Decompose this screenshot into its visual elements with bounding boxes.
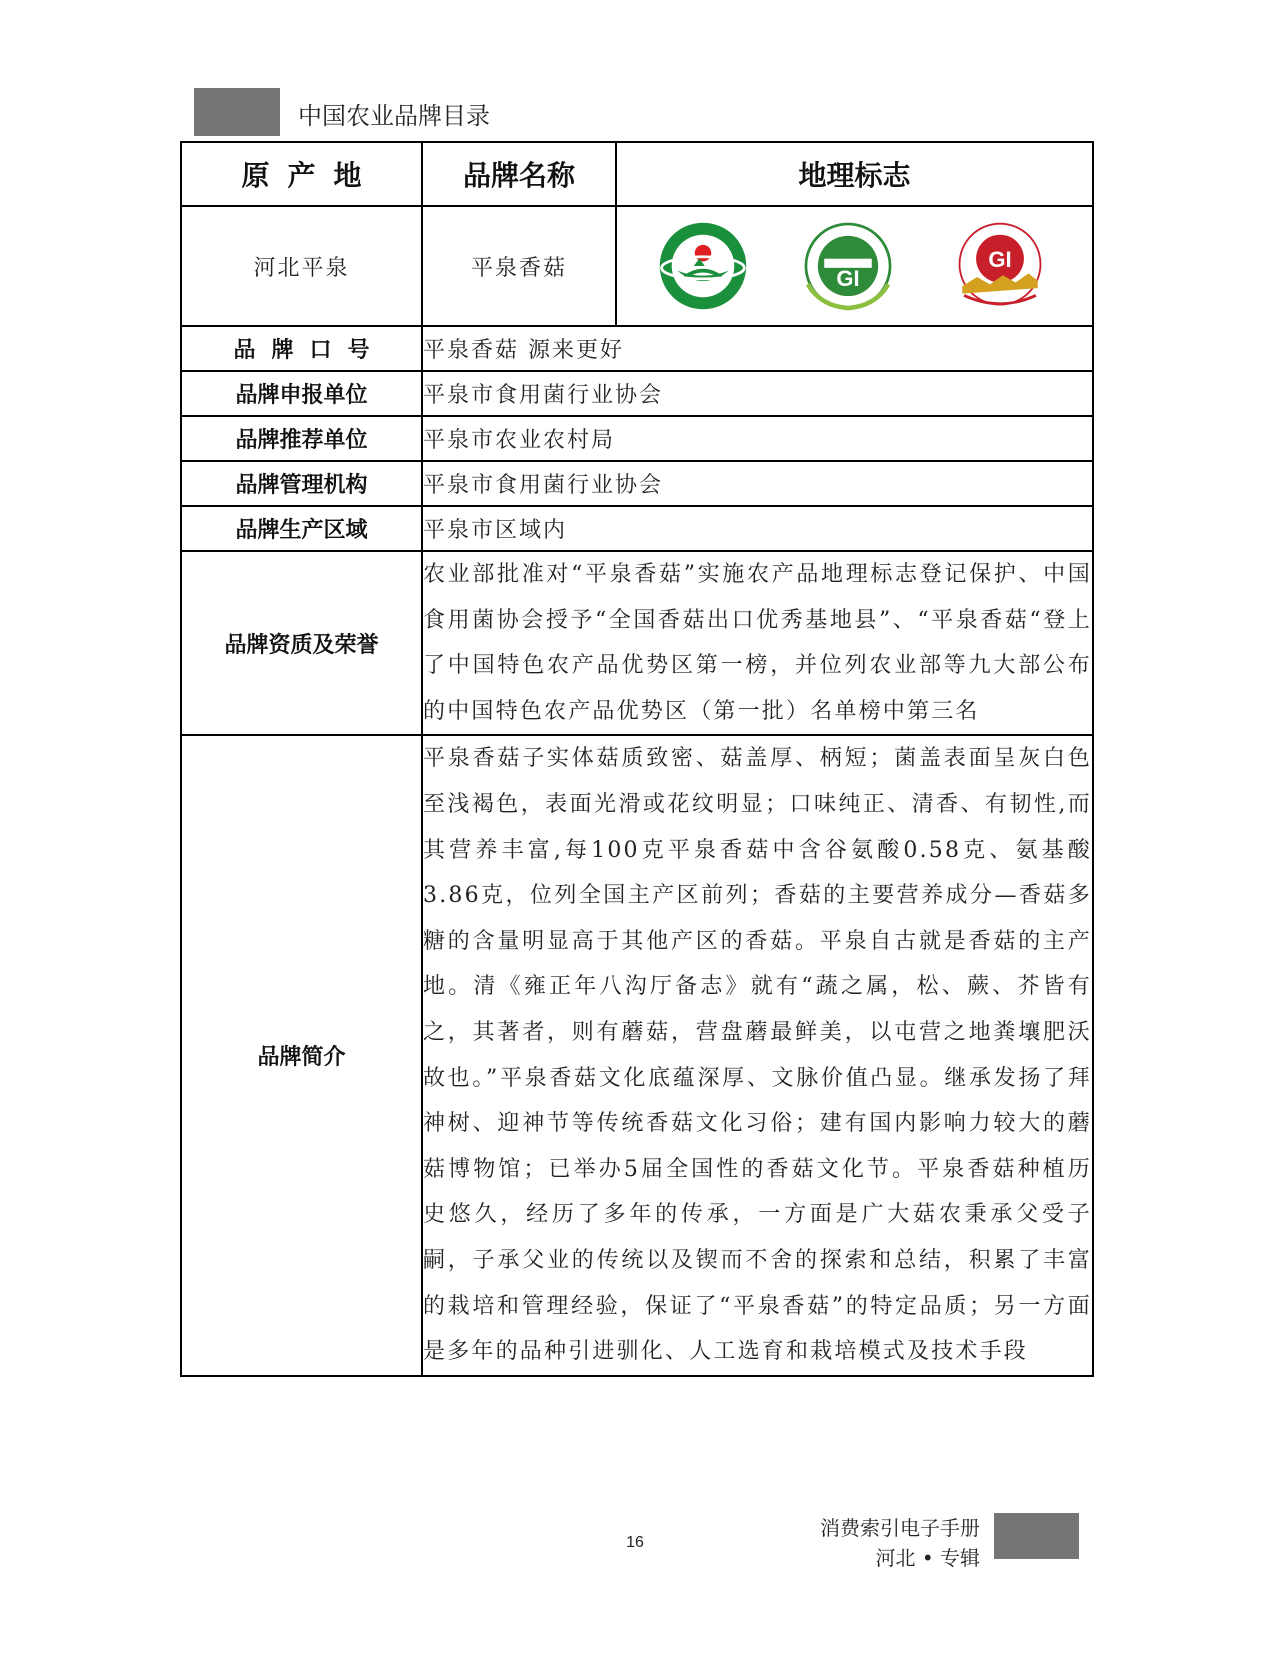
footer-line2: 河北 • 专辑 xyxy=(875,1546,980,1570)
slogan-value: 平泉香菇 源来更好 xyxy=(422,326,1093,371)
table-header-row xyxy=(181,142,1093,206)
agri-geo-indication-logo-icon xyxy=(657,220,749,312)
recommender-row xyxy=(181,416,1093,461)
header-title: 中国农业品牌目录 xyxy=(298,102,490,130)
manager-value: 平泉市食用菌行业协会 xyxy=(422,461,1093,506)
origin-value: 河北平泉 xyxy=(181,206,422,326)
honors-row xyxy=(181,551,1093,735)
header-origin: 原产地 xyxy=(181,142,422,206)
intro-label: 品牌简介 xyxy=(181,735,422,1375)
gi-red-great-wall-logo-icon xyxy=(948,220,1052,312)
brand-info-table xyxy=(180,141,1094,1377)
recommender-value: 平泉市农业农村局 xyxy=(422,416,1093,461)
header-gray-block xyxy=(194,88,280,136)
gi-text-green: GI xyxy=(836,266,861,292)
gi-green-seal-logo-icon xyxy=(784,220,912,312)
intro-text: 平泉香菇子实体菇质致密、菇盖厚、柄短；菌盖表面呈灰白色至浅褐色，表面光滑或花纹明显；口味纯正、清香、有韧性,而其营养丰富,每100克平泉香菇中含谷氨酸0.58克、氨基酸3.86克，位列全国主产区前列；香菇的主要营养成分—香菇多糖的含量明显高于其他产区的香菇。平泉自古就是香菇的主产地。清《雍正年八沟厅备志》就有“蔬之属，松、蕨、芥皆有之，其著者，则有蘑菇，营盘蘑最鲜美，以屯营之地粪壤肥沃故也。”平泉香菇文化底蕴深厚、文脉价值凸显。继承发扬了拜神树、迎神节等传统香菇文化习俗；建有国内影响力较大的蘑菇博物馆；已举办5届全国性的香菇文化节。平泉香菇种植历史悠久，经历了多年的传承，一方面是广大菇农秉承父受子嗣，子承父业的传统以及锲而不舍的探索和总结，积累了丰富的栽培和管理经验，保证了“平泉香菇”的特定品质；另一方面是多年的品种引进驯化、人工选育和栽培模式及技术手段 xyxy=(422,735,1093,1375)
production-area-label: 品牌生产区域 xyxy=(181,506,422,551)
honors-label: 品牌资质及荣誉 xyxy=(181,551,422,735)
manager-row xyxy=(181,461,1093,506)
footer-text xyxy=(800,1513,980,1573)
manager-label: 品牌管理机构 xyxy=(181,461,422,506)
slogan-row xyxy=(181,326,1093,371)
footer-line1: 消费索引电子手册 xyxy=(820,1516,980,1540)
applicant-label: 品牌申报单位 xyxy=(181,371,422,416)
brand-name-value: 平泉香菇 xyxy=(422,206,616,326)
page-number: 16 xyxy=(626,1534,644,1551)
applicant-value: 平泉市食用菌行业协会 xyxy=(422,371,1093,416)
honors-text: 农业部批准对“平泉香菇”实施农产品地理标志登记保护、中国食用菌协会授予“全国香菇出口优秀基地县”、“平泉香菇“登上了中国特色农产品优势区第一榜，并位列农业部等九大部公布的中国特色农产品优势区（第一批）名单榜中第三名 xyxy=(422,551,1093,735)
applicant-row xyxy=(181,371,1093,416)
production-area-row xyxy=(181,506,1093,551)
header-geo-indication: 地理标志 xyxy=(616,142,1093,206)
recommender-label: 品牌推荐单位 xyxy=(181,416,422,461)
brand-main-row xyxy=(181,206,1093,326)
slogan-label: 品牌口号 xyxy=(181,326,422,371)
production-area-value: 平泉市区域内 xyxy=(422,506,1093,551)
intro-row xyxy=(181,735,1093,1375)
footer-gray-block xyxy=(994,1513,1079,1559)
header-brand-name: 品牌名称 xyxy=(422,142,616,206)
logo-cell xyxy=(616,206,1093,326)
gi-text-red: GI xyxy=(988,246,1012,272)
